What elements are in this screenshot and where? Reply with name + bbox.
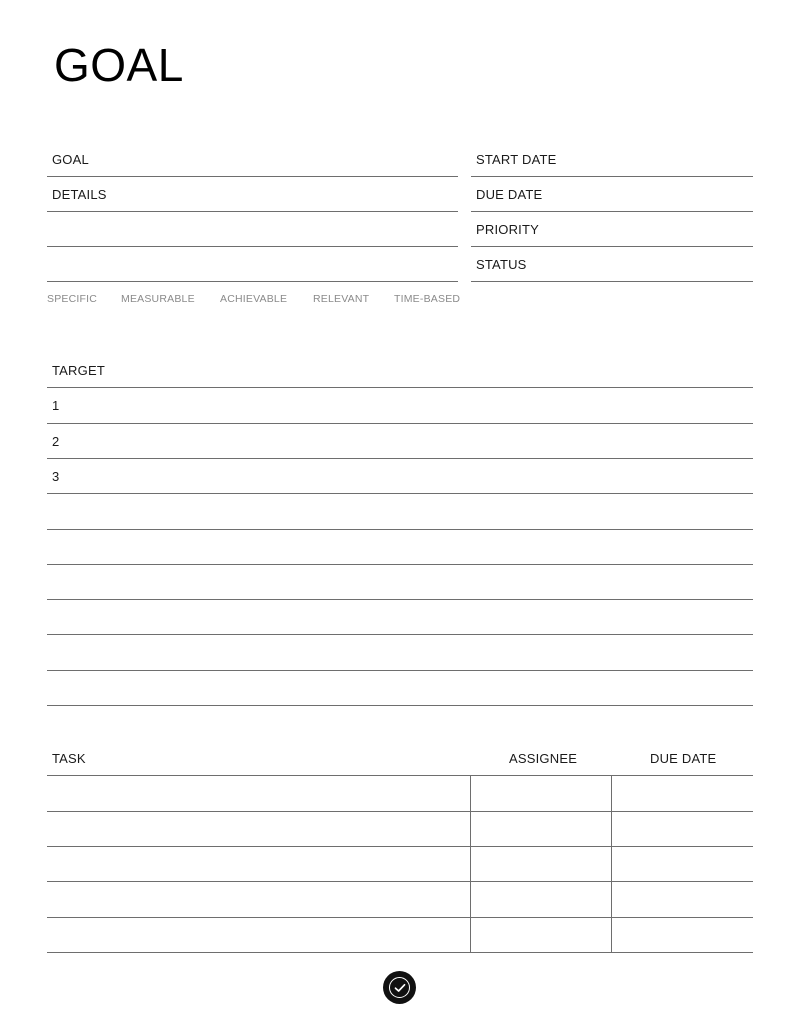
task-row-3[interactable]	[47, 881, 753, 882]
check-circle-icon	[389, 977, 410, 998]
target-line-7[interactable]	[47, 634, 753, 635]
done-button[interactable]	[383, 971, 416, 1004]
priority-field[interactable]	[471, 246, 753, 247]
target-number-1: 1	[52, 398, 60, 413]
due-date-label: DUE DATE	[476, 187, 543, 202]
start-date-label: START DATE	[476, 152, 557, 167]
smart-achievable: ACHIEVABLE	[220, 293, 288, 305]
smart-time-based: TIME-BASED	[394, 293, 461, 305]
status-label: STATUS	[476, 257, 527, 272]
task-duedate-divider	[611, 775, 612, 952]
target-line-9[interactable]	[47, 705, 753, 706]
details-label: DETAILS	[52, 187, 107, 202]
target-line-5[interactable]	[47, 564, 753, 565]
task-row-4[interactable]	[47, 917, 753, 918]
details-line-2[interactable]	[47, 246, 458, 247]
target-line-4[interactable]	[47, 529, 753, 530]
priority-label: PRIORITY	[476, 222, 539, 237]
target-header-line	[47, 387, 753, 388]
target-line-2[interactable]	[47, 458, 753, 459]
task-due-date-header: DUE DATE	[650, 751, 717, 766]
task-header: TASK	[52, 751, 86, 766]
target-line-3[interactable]	[47, 493, 753, 494]
due-date-field[interactable]	[471, 211, 753, 212]
start-date-field[interactable]	[471, 176, 753, 177]
target-header: TARGET	[52, 363, 105, 378]
status-field[interactable]	[471, 281, 753, 282]
task-row-2[interactable]	[47, 846, 753, 847]
task-header-line	[47, 775, 753, 776]
goal-label: GOAL	[52, 152, 89, 167]
task-row-5[interactable]	[47, 952, 753, 953]
task-assignee-divider	[470, 775, 471, 952]
page-title: GOAL	[54, 39, 184, 91]
assignee-header: ASSIGNEE	[509, 751, 578, 766]
target-number-2: 2	[52, 434, 60, 449]
target-number-3: 3	[52, 469, 60, 484]
smart-relevant: RELEVANT	[313, 293, 370, 305]
smart-measurable: MEASURABLE	[121, 293, 195, 305]
target-line-1[interactable]	[47, 423, 753, 424]
goal-field[interactable]	[47, 176, 458, 177]
details-field[interactable]	[47, 211, 458, 212]
target-line-6[interactable]	[47, 599, 753, 600]
smart-specific: SPECIFIC	[47, 293, 98, 305]
task-row-1[interactable]	[47, 811, 753, 812]
target-line-8[interactable]	[47, 670, 753, 671]
details-line-3[interactable]	[47, 281, 458, 282]
